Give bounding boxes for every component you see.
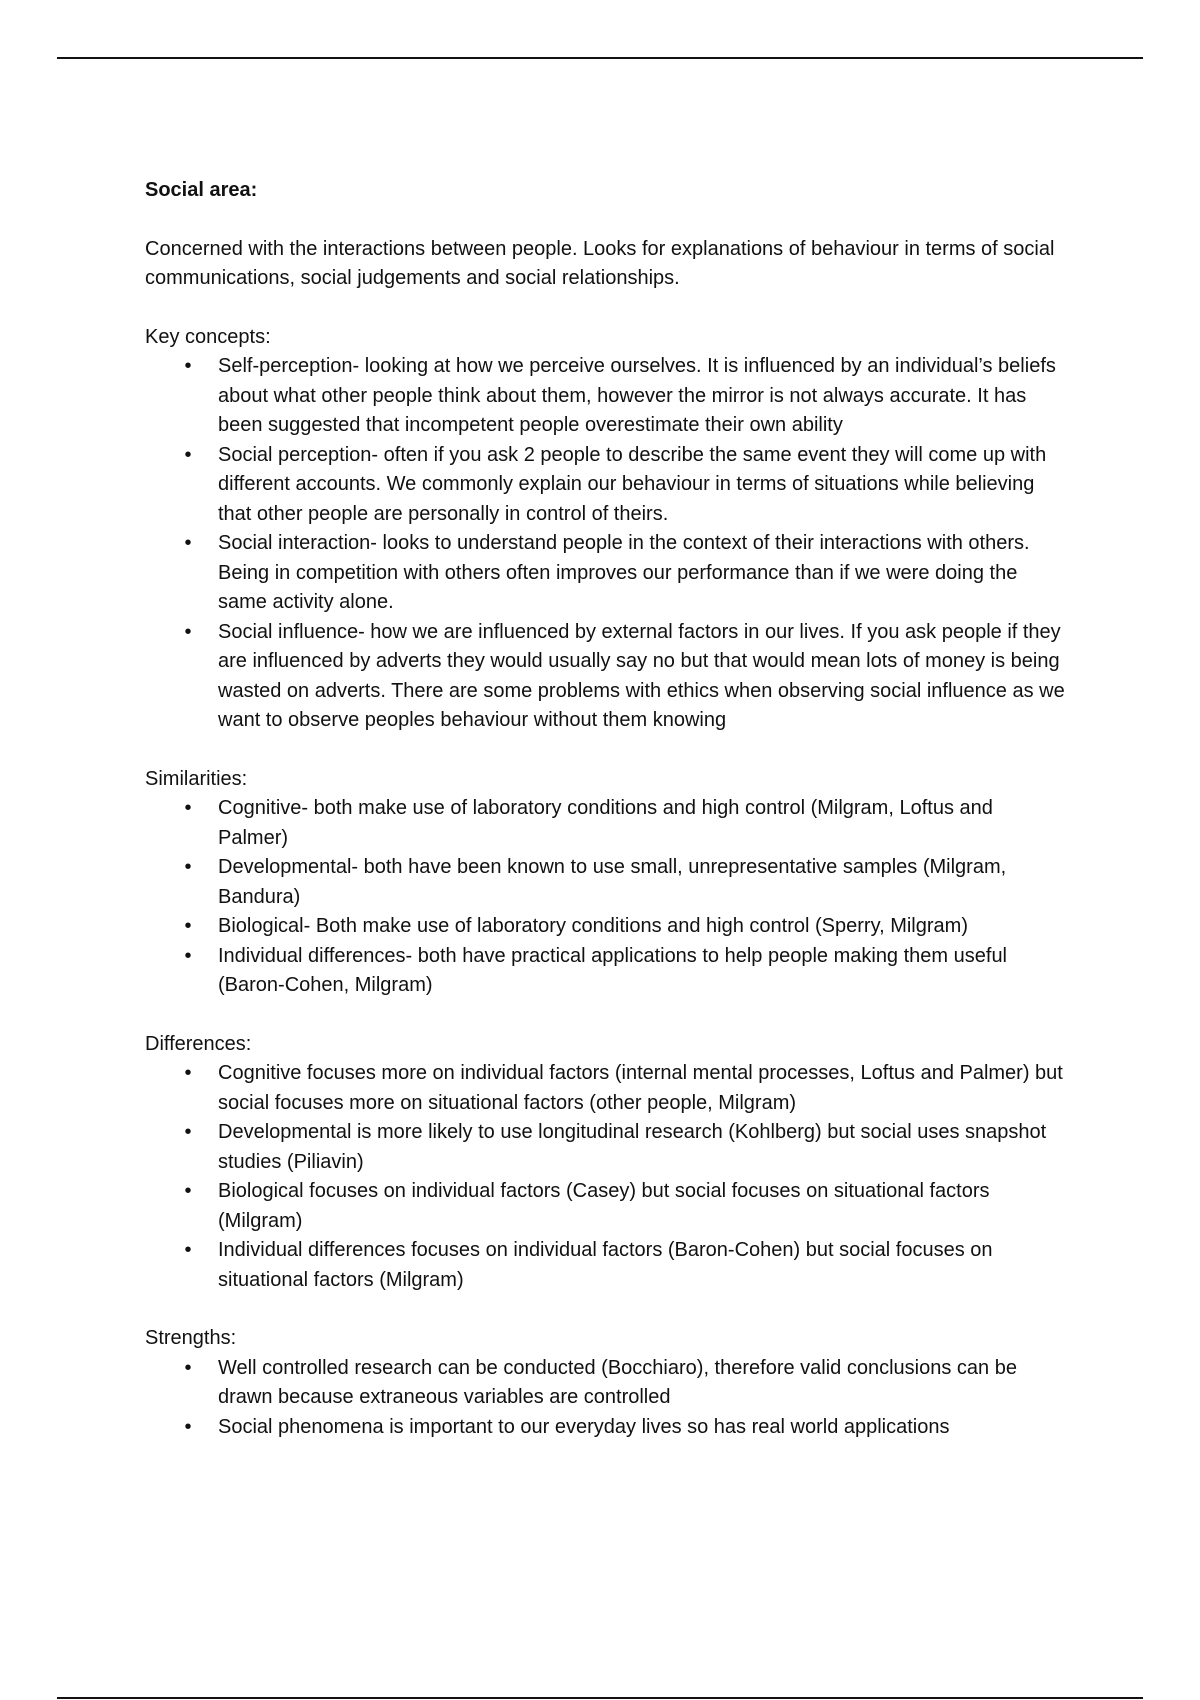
section-key-concepts — [145, 323, 1065, 736]
header-rule — [57, 57, 1143, 59]
section-strengths — [145, 1324, 1065, 1442]
list-item — [145, 853, 1065, 912]
list-item-text: Cognitive focuses more on individual factors (internal mental processes, Loftus and Palmer) but social focuses more on situational factors (other people, Milgram) — [218, 1062, 1063, 1114]
section-title: Key concepts: — [145, 325, 271, 348]
bullet-icon: • — [184, 1356, 192, 1379]
footer-rule — [57, 1697, 1143, 1699]
list-item-text: Developmental- both have been known to use small, unrepresentative samples (Milgram, Bandura) — [218, 856, 1007, 908]
bullet-icon: • — [184, 1121, 192, 1143]
list-item — [145, 618, 1065, 736]
intro-paragraph: Concerned with the interactions between people. Looks for explanations of behaviour in terms of social communications, social judgements and social relationships. — [145, 237, 1055, 289]
list-item — [145, 1059, 1065, 1118]
list-item — [145, 794, 1065, 853]
list-item-text: Self-perception- looking at how we perceive ourselves. It is influenced by an individual’s beliefs about what other people think about them, however the mirror is not always accurate. It has been suggested that incompetent people overestimate their own ability — [218, 355, 1056, 436]
list-item — [145, 942, 1065, 1001]
list-item-text: Social perception- often if you ask 2 people to describe the same event they will come up with different accounts. We commonly explain our behaviour in terms of situations while believing that other people are personally in control of theirs. — [218, 443, 1047, 525]
bullet-icon: • — [184, 355, 192, 377]
section-title: Differences: — [145, 1032, 252, 1055]
bullet-icon: • — [184, 620, 192, 643]
list-item-text: Developmental is more likely to use longitudinal research (Kohlberg) but social uses snapshot studies (Piliavin) — [218, 1121, 1047, 1173]
list-item — [145, 1177, 1065, 1236]
bullet-list — [145, 794, 1065, 1001]
bullet-icon: • — [184, 1415, 192, 1438]
list-item — [145, 1413, 1065, 1443]
list-item-text: Social interaction- looks to understand people in the context of their interactions with others. Being in competition with others often improves our performance than if we were doing the same activity alone. — [218, 532, 1030, 613]
bullet-icon: • — [184, 1239, 192, 1261]
list-item-text: Individual differences focuses on individual factors (Baron-Cohen) but social focuses on situational factors (Milgram) — [218, 1239, 993, 1291]
bullet-icon: • — [184, 856, 192, 878]
page-title: Social area: — [145, 179, 258, 201]
list-item-text: Cognitive- both make use of laboratory conditions and high control (Milgram, Loftus and Palmer) — [218, 797, 993, 849]
section-title: Similarities: — [145, 767, 248, 790]
list-item-text: Biological focuses on individual factors (Casey) but social focuses on situational factors (Milgram) — [218, 1180, 990, 1232]
list-item — [145, 1236, 1065, 1295]
list-item — [145, 1118, 1065, 1177]
list-item — [145, 441, 1065, 530]
list-item-text: Social phenomena is important to our everyday lives so has real world applications — [218, 1415, 950, 1438]
bullet-list — [145, 1354, 1065, 1443]
bullet-icon: • — [184, 1180, 192, 1202]
list-item — [145, 352, 1065, 441]
list-item-text: Social influence- how we are influenced by external factors in our lives. If you ask people if they are influenced by adverts they would usually say no but that would mean lots of money is being wasted on adverts. There are some problems with ethics when observing social influence as we want to observe peoples behaviour without them knowing — [218, 620, 1065, 731]
bullet-icon: • — [184, 1062, 192, 1084]
section-differences — [145, 1030, 1065, 1296]
list-item-text: Well controlled research can be conducted (Bocchiaro), therefore valid conclusions can be drawn because extraneous variables are controlled — [218, 1356, 1017, 1408]
document-body — [145, 176, 1065, 1442]
list-item — [145, 529, 1065, 618]
bullet-icon: • — [184, 443, 192, 466]
list-item-text: Biological- Both make use of laboratory conditions and high control (Sperry, Milgram) — [218, 915, 968, 937]
section-title: Strengths: — [145, 1327, 237, 1349]
bullet-icon: • — [184, 797, 192, 819]
list-item — [145, 912, 1065, 942]
bullet-icon: • — [184, 944, 192, 967]
list-item-text: Individual differences- both have practical applications to help people making them useful (Baron-Cohen, Milgram) — [218, 944, 1008, 996]
bullet-list — [145, 1059, 1065, 1295]
section-similarities — [145, 765, 1065, 1001]
bullet-icon: • — [184, 915, 192, 937]
bullet-icon: • — [184, 532, 192, 554]
bullet-list — [145, 352, 1065, 736]
list-item — [145, 1354, 1065, 1413]
